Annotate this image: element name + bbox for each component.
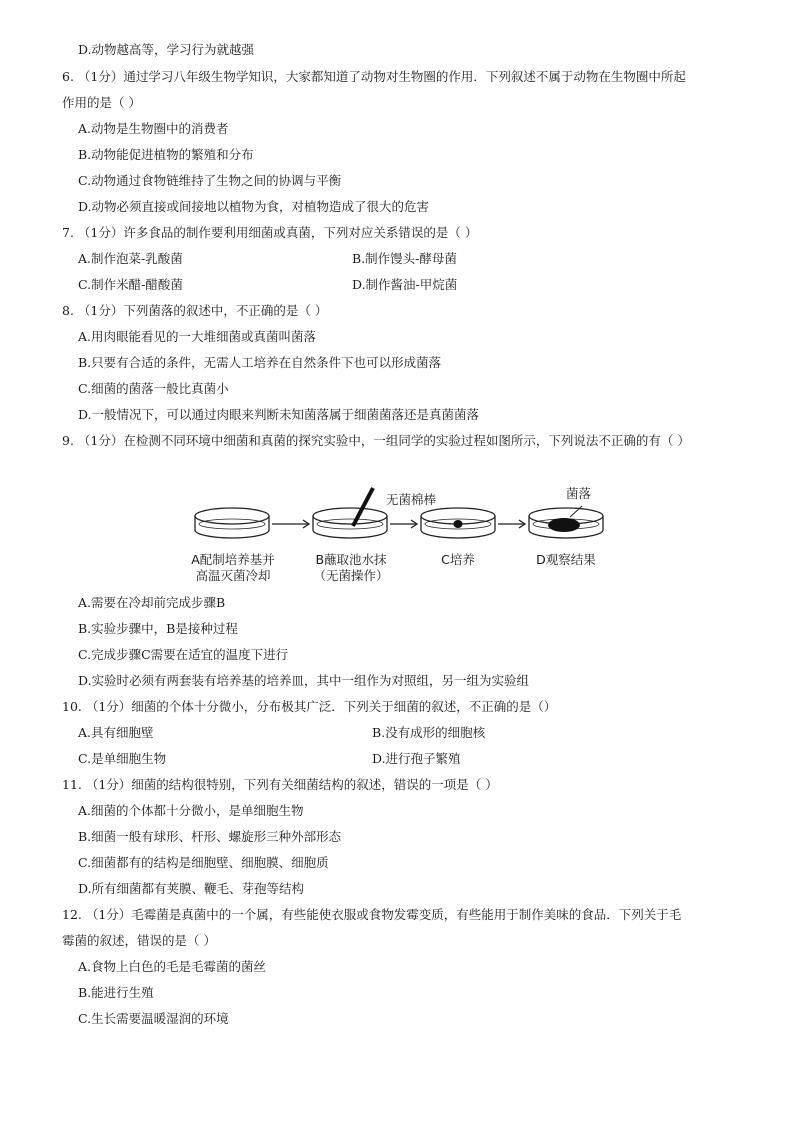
step-d-label: D观察结果 [536,552,596,567]
q10-option-b: B.没有成形的细胞核 [372,725,486,740]
q9-stem: 9. （1分）在检测不同环境中细菌和真菌的探究实验中，一组同学的实验过程如图所示，下列说法不正确的有（ ） [62,433,690,448]
q11-option-a: A.细菌的个体都十分微小，是单细胞生物 [78,803,304,818]
step-a-label-2: 高温灭菌冷却 [195,568,271,583]
experiment-diagram [190,486,630,590]
q11-option-c: C.细菌都有的结构是细胞壁、细胞膜、细胞质 [78,855,329,870]
swab-label: 无菌棉棒 [386,492,437,507]
q5-option-d: D.动物越高等，学习行为就越强 [78,42,255,57]
q12-option-b: B.能进行生殖 [78,985,154,1000]
q6-option-d: D.动物必须直接或间接地以植物为食，对植物造成了很大的危害 [78,199,430,214]
q11-option-d: D.所有细菌都有荚膜、鞭毛、芽孢等结构 [78,881,305,896]
petri-dish-a [195,508,269,538]
step-c-label: C培养 [441,552,475,567]
q7-option-d: D.制作酱油-甲烷菌 [352,277,458,292]
q9-option-a: A.需要在冷却前完成步骤B [78,595,226,610]
colony-label: 菌落 [566,486,592,501]
q10-stem: 10. （1分）细菌的个体十分微小，分布极其广泛．下列关于细菌的叙述，不正确的是（） [62,699,557,714]
q7-option-c: C.制作米醋-醋酸菌 [78,277,183,292]
q10-option-d: D.进行孢子繁殖 [372,751,461,766]
q8-option-b: B.只要有合适的条件，无需人工培养在自然条件下也可以形成菌落 [78,355,442,370]
q7-option-a: A.制作泡菜-乳酸菌 [78,251,183,266]
q8-stem: 8. （1分）下列菌落的叙述中，不正确的是（ ） [62,303,328,318]
q10-option-c: C.是单细胞生物 [78,751,167,766]
q6-stem-cont: 作用的是（ ） [62,95,141,110]
q12-stem-cont: 霉菌的叙述，错误的是（ ） [62,933,216,948]
q9-option-c: C.完成步骤C需要在适宜的温度下进行 [78,647,289,662]
q8-option-c: C.细菌的菌落一般比真菌小 [78,381,229,396]
q7-stem: 7. （1分）许多食品的制作要利用细菌或真菌，下列对应关系错误的是（ ） [62,225,478,240]
q12-option-c: C.生长需要温暖湿润的环境 [78,1011,229,1026]
step-b-label-1: B蘸取池水抹 [315,552,387,567]
q9-option-b: B.实验步骤中，B是接种过程 [78,621,238,636]
q9-option-d: D.实验时必须有两套装有培养基的培养皿，其中一组作为对照组，另一组为实验组 [78,673,530,688]
petri-dish-b [313,508,387,538]
q12-stem: 12. （1分）毛霉菌是真菌中的一个属，有些能使衣服或食物发霉变质，有些能用于制作美味的食品．下列关于毛 [62,907,682,922]
q12-option-a: A.食物上白色的毛是毛霉菌的菌丝 [78,959,267,974]
colony [548,518,580,532]
q6-option-b: B.动物能促进植物的繁殖和分布 [78,147,254,162]
q7-option-b: B.制作馒头-酵母菌 [352,251,457,266]
q8-option-d: D.一般情况下，可以通过肉眼来判断未知菌落属于细菌菌落还是真菌菌落 [78,407,480,422]
q6-option-a: A.动物是生物圈中的消费者 [78,121,229,136]
q11-stem: 11. （1分）细菌的结构很特别，下列有关细菌结构的叙述，错误的一项是（ ） [62,777,498,792]
q6-option-c: C.动物通过食物链维持了生物之间的协调与平衡 [78,173,342,188]
step-b-label-2: （无菌操作） [313,568,389,583]
step-a-label-1: A配制培养基并 [191,552,275,567]
q6-stem: 6. （1分）通过学习八年级生物学知识，大家都知道了动物对生物圈的作用．下列叙述不属于动物在生物圈中所起 [62,69,686,84]
inoculation-dot [454,520,463,528]
q10-option-a: A.具有细胞壁 [78,725,154,740]
q11-option-b: B.细菌一般有球形、杆形、螺旋形三种外部形态 [78,829,342,844]
q8-option-a: A.用肉眼能看见的一大堆细菌或真菌叫菌落 [78,329,317,344]
